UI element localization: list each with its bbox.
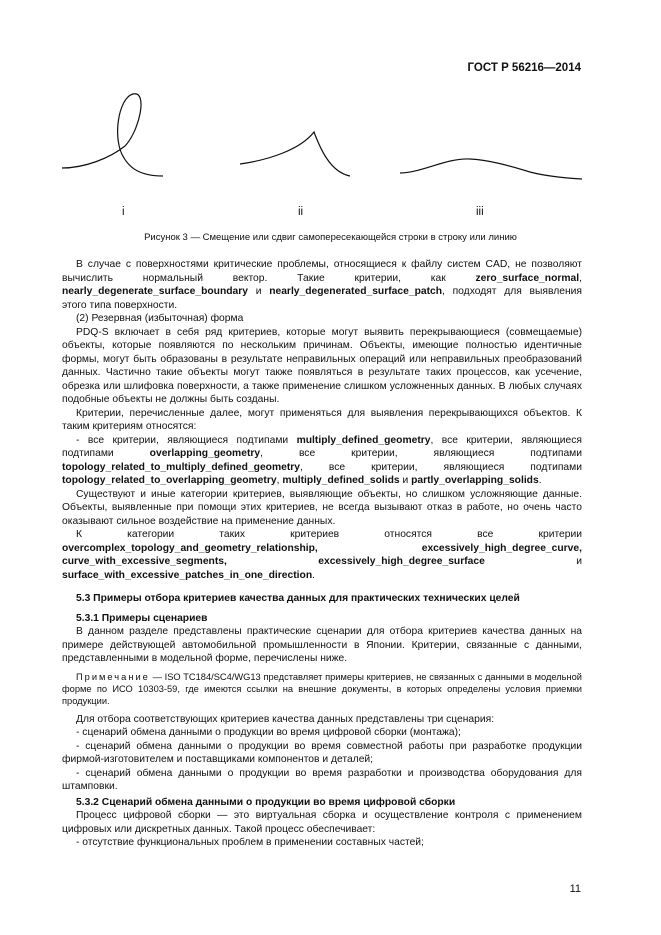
paragraph-criteria-intro: Критерии, перечисленные далее, могут применяться для выявления перекрывающихся объектов. К таким критериям относятся: — [62, 407, 582, 432]
section-5-3-2-item: - отсутствие функциональных проблем в применении составных частей; — [76, 837, 424, 848]
section-5-3-2-title: 5.3.2 Сценарий обмена данными о продукции во время цифровой сборки — [76, 796, 456, 808]
paragraph-criteria-list: - все критерии, являющиеся подтипами multiply_defined_geometry, все критерии, являющиеся подтипами overlapping_geometry, все критерии, являющиеся подтипами topology_related_to_multiply_defined_geometry, все критерии, являющиеся подтипами topology_related_to_overlapping_geometry, multiply_defined_solids и partly_overlapping_solids. — [62, 434, 582, 486]
note — [62, 671, 582, 707]
scenarios-intro: Для отбора соответствующих критериев качества данных представлены три сценария: — [76, 713, 495, 725]
section-5-3-1-title: 5.3.1 Примеры сценариев — [76, 612, 208, 624]
scenario-item-2: - сценарий обмена данными о продукции во время совместной работы при разработке продукции фирмой-изготовителем и поставщиками компонентов и деталей; — [62, 740, 582, 765]
document-body — [62, 258, 582, 850]
curve-i — [62, 94, 163, 176]
section-5-3-2-text: Процесс цифровой сборки — это виртуальная сборка и осуществление контроля с применением цифровых или дискретных данных. Такой процесс обеспечивает: — [62, 810, 582, 835]
figure-curves — [0, 80, 661, 240]
paragraph-complex-criteria: К категории таких критериев относятся все критерии overcomplex_topology_and_geometry_relationship, excessively_high_degree_curve, curve_with_excessive_segments, excessively_high_degree_surface и surface_with_excessive_patches_in_one_direction. — [62, 529, 582, 581]
scenario-item-3: - сценарий обмена данными о продукции во время разработки и производства оборудования для штамповки. — [62, 767, 582, 792]
scenario-item-1: - сценарий обмена данными о продукции во время цифровой сборки (монтажа); — [76, 727, 461, 738]
figure-label-i: i — [122, 206, 125, 218]
paragraph-surface: В случае с поверхностями критические проблемы, относящиеся к файлу систем CAD, не позволяют вычислить нормальный вектор. Такие критерии, как zero_surface_normal, nearly_degenerate_surface_boundary и nearly_degenerated_surface_patch, подходят для выявления этого типа поверхности. — [62, 259, 582, 311]
curve-ii — [240, 132, 350, 176]
figure-caption: Рисунок 3 — Смещение или сдвиг самопересекающейся строки в строку или линию — [144, 232, 517, 243]
section-5-3-1-text: В данном разделе представлены практические сценарии для отбора критериев качества данных на примере действующей автомобильной промышленности в Японии. Критерии, связанные с данными, представленными в модельной форме, перечислены ниже. — [62, 626, 582, 664]
figure-label-iii: iii — [476, 206, 484, 218]
section-5-3-title: 5.3 Примеры отбора критериев качества данных для практических технических целей — [76, 593, 520, 604]
figure-label-ii: ii — [298, 206, 304, 218]
note-text: — ISO TC184/SC4/WG13 представляет примеры критериев, не связанных с данными в модельной форме по ИСО 10303-59, где имеются ссылки на внешние документы, в которых определены условия приемки продукции. — [62, 671, 582, 706]
paragraph-pdqs: PDQ-S включает в себя ряд критериев, которые могут выявить перекрывающиеся (совмещаемые) объекты, которые появляются по нескольким причинам. Объекты, имеющие полностью идентичные формы, могут быть образованы в результате неправильных операций или неправильных преобразований данных. Частично такие объекты могут также появляться в результате таких процессов, как усечение, обрезка или шлифовка поверхности, а также применение слишком усложненных данных. В любых случаях подобные объекты не должны быть созданы. — [62, 326, 582, 405]
page-number: 11 — [569, 883, 581, 895]
paragraph-redundant-heading: (2) Резервная (избыточная) форма — [76, 313, 244, 324]
curve-iii — [400, 159, 582, 179]
paragraph-other-categories: Существуют и иные категории критериев, выявляющие объекты, но слишком усложняющие данные. Объекты, выявленные при помощи этих критериев, не всегда вызывают отказ в работе, но очень часто оказывают сильное воздействие на применение данных. — [62, 488, 582, 527]
standard-header: ГОСТ Р 56216—2014 — [467, 62, 581, 74]
note-label: Примечание — [76, 671, 150, 682]
